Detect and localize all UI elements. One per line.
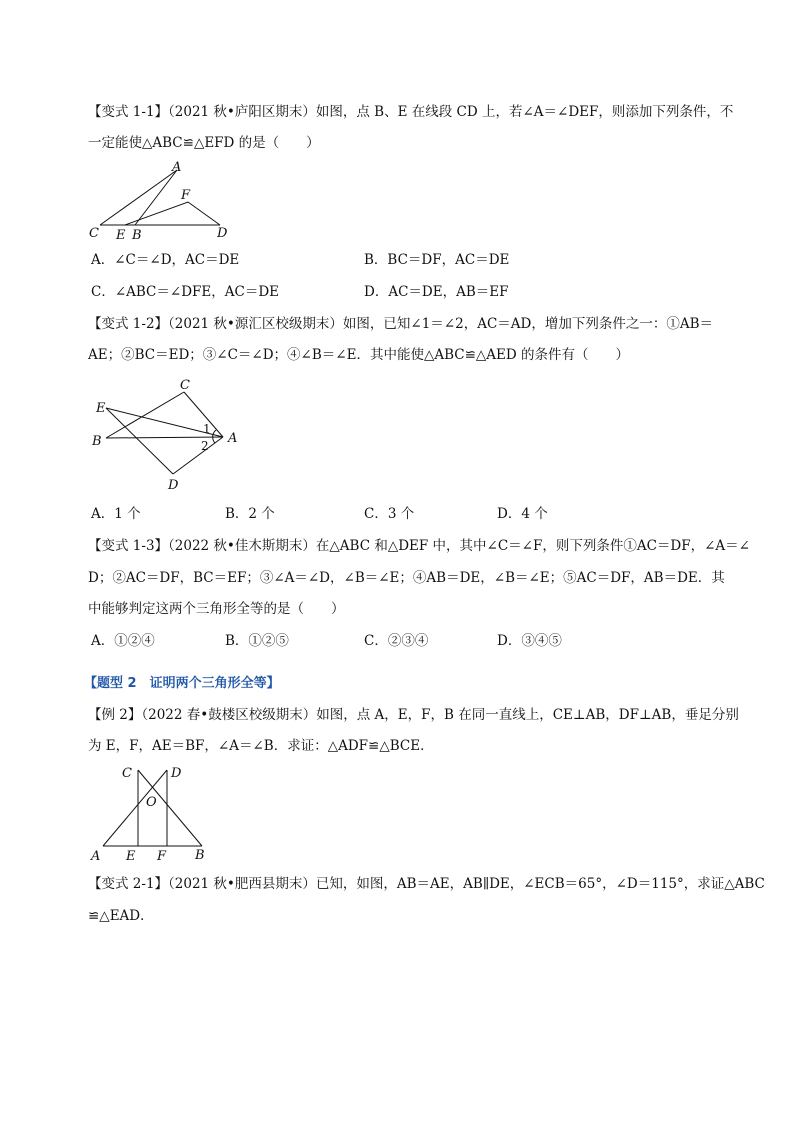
v12-line-da bbox=[173, 437, 223, 474]
v12-option-d[interactable]: D．4 个 bbox=[497, 506, 548, 522]
v12-label-1: 1 bbox=[203, 422, 211, 436]
v11-label-b: B bbox=[132, 228, 142, 243]
v11-label-a: A bbox=[172, 160, 182, 175]
ex2-label-f: F bbox=[157, 849, 167, 864]
v21-line2: ≌△EAD． bbox=[88, 908, 154, 924]
v12-label-e: E bbox=[96, 401, 106, 416]
v12-line1: 【变式 1-2】（2021 秋•源汇区校级期末）如图，已知∠1＝∠2，AC＝AD，增加下列条件之一：①AB＝ bbox=[88, 316, 714, 332]
v12-line2: AE；②BC＝ED；③∠C＝∠D；④∠B＝∠E．其中能使△ABC≌△AED 的条件有（ ） bbox=[88, 347, 630, 363]
v12-figure bbox=[88, 375, 248, 495]
v12-label-d: D bbox=[168, 478, 179, 493]
ex2-label-c: C bbox=[122, 766, 132, 781]
v13-line3: 中能够判定这两个三角形全等的是（ ） bbox=[88, 601, 345, 617]
v12-label-a: A bbox=[228, 431, 238, 446]
v13-line1: 【变式 1-3】（2022 秋•佳木斯期末）在△ABC 和△DEF 中，其中∠C＝∠F，则下列条件①AC＝DF，∠A＝∠ bbox=[88, 538, 750, 554]
v12-line-bc bbox=[106, 392, 184, 438]
v12-label-2: 2 bbox=[201, 439, 209, 453]
v11-line2: 一定能使△ABC≌△EFD 的是（ ） bbox=[88, 135, 320, 151]
v11-triangle-abc bbox=[100, 170, 177, 225]
v12-label-b: B bbox=[92, 434, 102, 449]
ex2-label-e: E bbox=[126, 849, 136, 864]
v12-option-a[interactable]: A．1 个 bbox=[91, 506, 141, 522]
v12-option-b[interactable]: B．2 个 bbox=[225, 506, 275, 522]
v13-option-b[interactable]: B．①②⑤ bbox=[225, 633, 289, 649]
v12-label-c: C bbox=[180, 378, 190, 393]
v13-option-c[interactable]: C．②③④ bbox=[364, 633, 429, 649]
v13-option-a[interactable]: A．①②④ bbox=[91, 633, 155, 649]
v11-option-c[interactable]: C．∠ABC＝∠DFE，AC＝DE bbox=[91, 284, 280, 300]
v11-label-c: C bbox=[89, 226, 99, 241]
ex2-label-a: A bbox=[91, 849, 101, 864]
v11-triangle-efd bbox=[125, 202, 220, 225]
v13-option-d[interactable]: D．③④⑤ bbox=[497, 633, 562, 649]
ex2-line-ad bbox=[103, 770, 167, 846]
v11-label-e: E bbox=[116, 228, 126, 243]
ex2-line1: 【例 2】（2022 春•鼓楼区校级期末）如图，点 A，E，F，B 在同一直线上，CE⊥AB，DF⊥AB，垂足分别 bbox=[88, 707, 739, 723]
v11-label-d: D bbox=[217, 226, 228, 241]
v11-label-f: F bbox=[181, 188, 191, 203]
ex2-figure bbox=[88, 762, 218, 866]
ex2-label-b: B bbox=[195, 848, 205, 863]
v11-option-d[interactable]: D．AC＝DE，AB＝EF bbox=[364, 284, 509, 300]
v12-line-ba bbox=[106, 437, 223, 438]
ex2-label-d: D bbox=[171, 766, 182, 781]
v11-option-a[interactable]: A．∠C＝∠D，AC＝DE bbox=[91, 252, 240, 268]
v13-line2: D；②AC＝DF，BC＝EF；③∠A＝∠D，∠B＝∠E；④AB＝DE，∠B＝∠E；⑤AC＝DF，AB＝DE．其 bbox=[88, 570, 725, 586]
v12-angle-arc bbox=[213, 430, 216, 443]
v11-figure bbox=[85, 158, 245, 243]
v11-option-b[interactable]: B．BC＝DF，AC＝DE bbox=[364, 252, 510, 268]
v11-line1: 【变式 1-1】（2021 秋•庐阳区期末）如图，点 B、E 在线段 CD 上，若∠A＝∠DEF，则添加下列条件，不 bbox=[88, 104, 734, 120]
ex2-line2: 为 E，F，AE＝BF，∠A＝∠B．求证：△ADF≌△BCE． bbox=[88, 738, 434, 754]
ex2-label-o: O bbox=[146, 795, 157, 810]
type2-heading: 【题型 2 证明两个三角形全等】 bbox=[84, 676, 280, 691]
v21-line1: 【变式 2-1】（2021 秋•肥西县期末）已知，如图，AB＝AE，AB∥DE，∠ECB＝65°，∠D＝115°，求证△ABC bbox=[88, 876, 765, 892]
v12-option-c[interactable]: C．3 个 bbox=[364, 506, 415, 522]
